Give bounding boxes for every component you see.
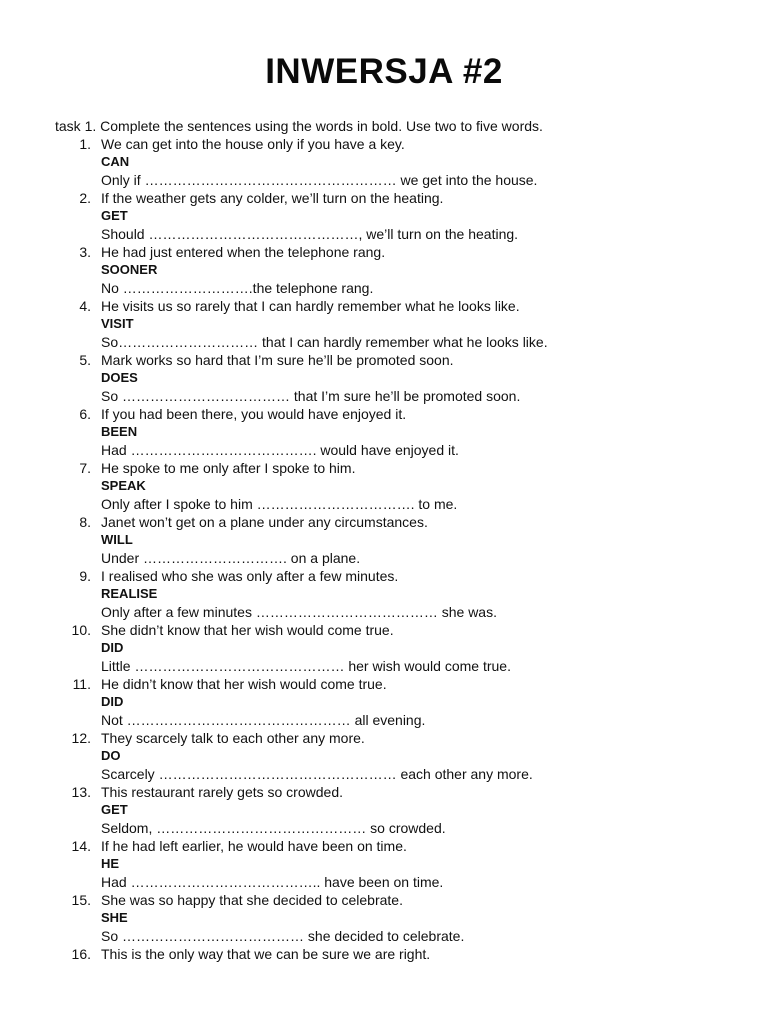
item-keyword: DOES xyxy=(101,370,138,385)
item-number: 1. xyxy=(79,136,91,152)
item-keyword: WILL xyxy=(101,532,133,547)
item-keyword: DID xyxy=(101,640,124,655)
exercise-item-10 xyxy=(0,621,768,675)
item-number: 7. xyxy=(79,460,91,476)
item-sentence: We can get into the house only if you have a key. xyxy=(101,136,405,152)
item-keyword: DID xyxy=(101,694,124,709)
item-prompt: Only after I spoke to him ……………………………. to me. xyxy=(101,496,458,512)
exercise-item-4 xyxy=(0,297,768,351)
item-sentence: If the weather gets any colder, we’ll turn on the heating. xyxy=(101,190,444,206)
exercise-item-8 xyxy=(0,513,768,567)
item-number: 11. xyxy=(72,676,91,692)
item-number: 12. xyxy=(71,730,91,746)
item-keyword: SPEAK xyxy=(101,478,146,493)
exercise-item-16 xyxy=(0,945,768,963)
item-number: 5. xyxy=(79,352,91,368)
item-prompt: Had ………………………………….. have been on time. xyxy=(101,874,444,890)
item-prompt: Seldom, ……………………………………… so crowded. xyxy=(101,820,446,836)
item-prompt: Only if ……………………………………………… we get into the house. xyxy=(101,172,538,188)
exercise-item-5 xyxy=(0,351,768,405)
item-prompt: Not ………………………………………… all evening. xyxy=(101,712,426,728)
item-keyword: HE xyxy=(101,856,120,871)
item-prompt: Under …………………………. on a plane. xyxy=(101,550,361,566)
task-instructions: task 1. Complete the sentences using the words in bold. Use two to five words. xyxy=(55,118,543,134)
exercise-item-15 xyxy=(0,891,768,945)
item-keyword: CAN xyxy=(101,154,130,169)
item-keyword: SOONER xyxy=(101,262,158,277)
item-sentence: Janet won’t get on a plane under any circumstances. xyxy=(101,514,428,530)
exercise-item-12 xyxy=(0,729,768,783)
item-number: 15. xyxy=(71,892,91,908)
item-sentence: He visits us so rarely that I can hardly remember what he looks like. xyxy=(101,298,520,314)
item-sentence: She didn’t know that her wish would come true. xyxy=(101,622,394,638)
item-sentence: Mark works so hard that I’m sure he’ll be promoted soon. xyxy=(101,352,454,368)
item-sentence: I realised who she was only after a few minutes. xyxy=(101,568,399,584)
exercise-item-1 xyxy=(0,135,768,189)
item-number: 3. xyxy=(79,244,91,260)
item-number: 4. xyxy=(79,298,91,314)
item-sentence: They scarcely talk to each other any more. xyxy=(101,730,365,746)
item-sentence: He didn’t know that her wish would come true. xyxy=(101,676,387,692)
item-keyword: REALISE xyxy=(101,586,158,601)
item-prompt: So ……………………………… that I’m sure he’ll be promoted soon. xyxy=(101,388,521,404)
item-number: 14. xyxy=(71,838,91,854)
item-prompt: Scarcely …………………………………………… each other any more. xyxy=(101,766,533,782)
item-prompt: So………………………… that I can hardly remember what he looks like. xyxy=(101,334,548,350)
item-sentence: If you had been there, you would have enjoyed it. xyxy=(101,406,407,422)
exercise-item-9 xyxy=(0,567,768,621)
item-prompt: No ……………………….the telephone rang. xyxy=(101,280,374,296)
exercise-list xyxy=(0,135,768,963)
exercise-item-6 xyxy=(0,405,768,459)
exercise-item-14 xyxy=(0,837,768,891)
item-keyword: BEEN xyxy=(101,424,138,439)
item-number: 10. xyxy=(71,622,91,638)
item-number: 6. xyxy=(79,406,91,422)
exercise-item-11 xyxy=(0,675,768,729)
item-number: 16. xyxy=(71,946,91,962)
item-prompt: So ………………………………… she decided to celebrate. xyxy=(101,928,465,944)
exercise-item-13 xyxy=(0,783,768,837)
item-sentence: This is the only way that we can be sure we are right. xyxy=(101,946,431,962)
item-prompt: Little ……………………………………… her wish would come true. xyxy=(101,658,511,674)
item-number: 2. xyxy=(79,190,91,206)
page-title: INWERSJA #2 xyxy=(265,52,503,91)
item-number: 9. xyxy=(79,568,91,584)
item-number: 13. xyxy=(71,784,91,800)
item-sentence: She was so happy that she decided to celebrate. xyxy=(101,892,403,908)
item-sentence: If he had left earlier, he would have been on time. xyxy=(101,838,407,854)
exercise-item-3 xyxy=(0,243,768,297)
item-prompt: Had …………………………………. would have enjoyed it. xyxy=(101,442,459,458)
item-keyword: GET xyxy=(101,802,128,817)
item-number: 8. xyxy=(79,514,91,530)
exercise-item-2 xyxy=(0,189,768,243)
item-keyword: DO xyxy=(101,748,121,763)
item-keyword: VISIT xyxy=(101,316,134,331)
item-keyword: SHE xyxy=(101,910,128,925)
item-sentence: He spoke to me only after I spoke to him. xyxy=(101,460,356,476)
exercise-item-7 xyxy=(0,459,768,513)
item-prompt: Only after a few minutes ………………………………… she was. xyxy=(101,604,497,620)
item-prompt: Should ………………………………………, we’ll turn on the heating. xyxy=(101,226,519,242)
item-sentence: This restaurant rarely gets so crowded. xyxy=(101,784,343,800)
item-sentence: He had just entered when the telephone rang. xyxy=(101,244,386,260)
item-keyword: GET xyxy=(101,208,128,223)
